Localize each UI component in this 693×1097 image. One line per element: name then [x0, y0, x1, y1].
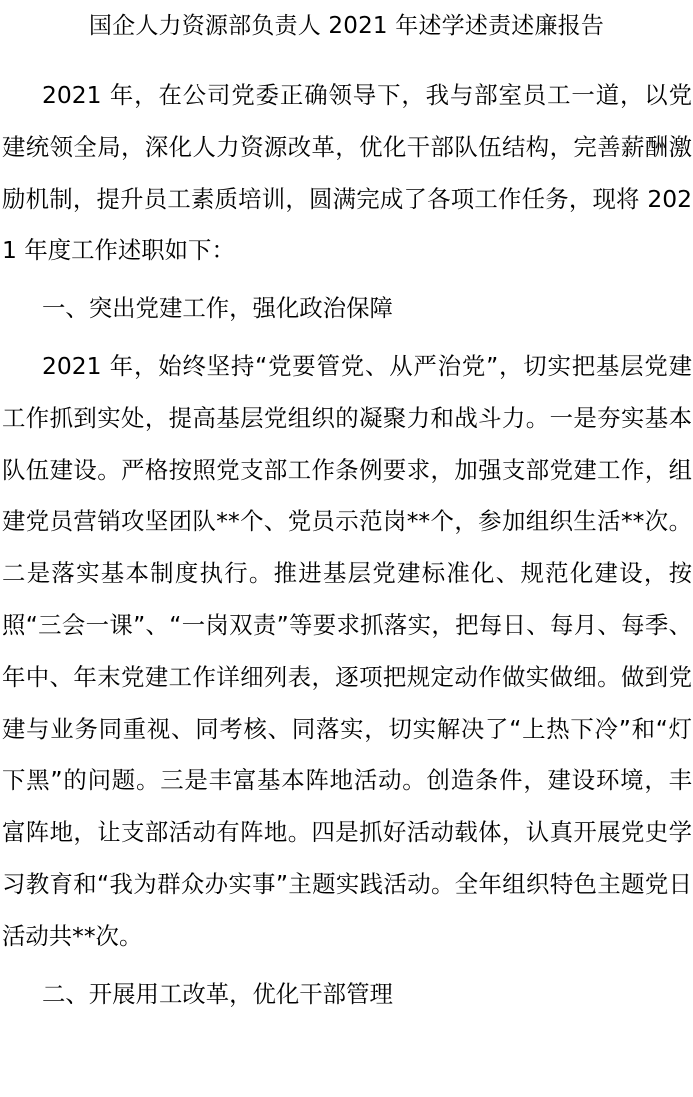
document-title: 国企人力资源部负责人 2021 年述学述责述廉报告	[88, 13, 605, 39]
section-1-paragraph: 2021 年，始终坚持“党要管党、从严治党”，切实把基层党建工作抓到实处，提高基层党组织的凝聚力和战斗力。一是夯实基本队伍建设。严格按照党支部工作条例要求，加强支部党建工作，组建党员营销攻坚团队**个、党员示范岗**个，参加组织生活**次。二是落实基本制度执行。推进基层党建标准化、规范化建设，按照“三会一课”、“一岗双责”等要求抓落实，把每日、每月、每季、年中、年末党建工作详细列表，逐项把规定动作做实做细。做到党建与业务同重视、同考核、同落实，切实解决了“上热下冷”和“灯下黑”的问题。三是丰富基本阵地活动。创造条件，建设环境，丰富阵地，让支部活动有阵地。四是抓好活动载体，认真开展党史学习教育和“我为群众办实事”主题实践活动。全年组织特色主题党日活动共**次。	[2, 351, 692, 950]
intro-paragraph: 2021 年，在公司党委正确领导下，我与部室员工一道，以党建统领全局，深化人力资源改革，优化干部队伍结构，完善薪酬激励机制，提升员工素质培训，圆满完成了各项工作任务，现将 2021 年度工作述职如下：	[2, 81, 692, 265]
section-heading-1: 一、突出党建工作，强化政治保障	[42, 294, 393, 323]
document-body	[2, 70, 692, 1020]
section-heading-2: 二、开展用工改革，优化干部管理	[42, 979, 393, 1008]
